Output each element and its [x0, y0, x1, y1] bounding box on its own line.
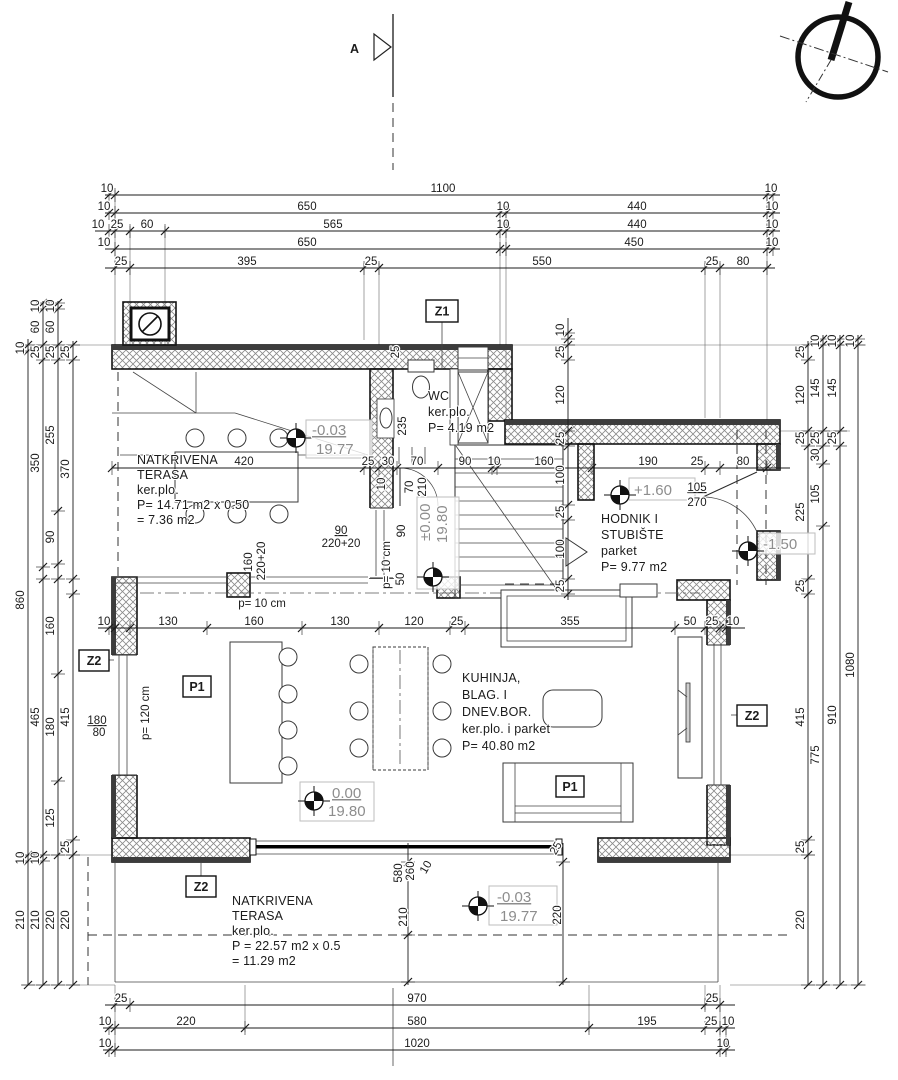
- dim-label: 10: [827, 334, 839, 348]
- dining-table: [350, 647, 451, 770]
- dim-label: 60: [45, 320, 57, 334]
- elevation-text: -0.03: [497, 889, 532, 906]
- dim-label: 25: [827, 431, 839, 445]
- dim-label: 25: [690, 456, 704, 468]
- tv-unit: [678, 637, 702, 778]
- room-label: KUHINJA, BLAG. I DNEV.BOR. ker.plo. i parket P= 40.80 m2: [462, 671, 551, 753]
- dim-label: 10: [487, 456, 501, 468]
- elevation-level-icon: [298, 782, 374, 821]
- dim-label: 30: [381, 456, 395, 468]
- dim-label: 25: [810, 431, 822, 445]
- marker-label: Z2: [86, 654, 102, 668]
- dim-label: 160: [243, 552, 255, 572]
- dim-label: 125: [45, 808, 57, 828]
- elevation-text: -1.50: [763, 536, 798, 553]
- room-label: NATKRIVENA TERASA ker.plo. P = 22.57 m2 x 0.5 = 11.29 m2: [232, 894, 341, 968]
- dim-label: 90: [45, 530, 57, 544]
- sliding-door-bottom: [250, 839, 562, 855]
- dim-label: 50: [395, 572, 407, 586]
- dim-label: 440: [627, 201, 647, 213]
- dim-label: 25: [30, 345, 42, 359]
- dim-label: 10: [15, 851, 27, 865]
- dim-label: 25: [555, 431, 567, 445]
- dim-label: 910: [827, 705, 839, 725]
- dim-label: 220: [795, 910, 807, 930]
- window-right: [706, 645, 731, 785]
- dim-label: 10: [721, 1016, 735, 1028]
- dim-label: 395: [237, 256, 257, 268]
- dim-label: 1100: [430, 183, 456, 195]
- dim-label: 550: [532, 256, 552, 268]
- elevation-text: 19.80: [328, 803, 366, 820]
- stair-direction-arrow-icon: [566, 538, 587, 566]
- dim-label: 220: [552, 905, 564, 925]
- wall-wc-step: [488, 369, 512, 421]
- dim-label: 235: [397, 416, 409, 436]
- dim-label: 70: [410, 456, 424, 468]
- dim-label: 50: [683, 616, 697, 628]
- dim-label: 210: [398, 907, 410, 927]
- dim-label: 210: [417, 477, 429, 497]
- dim-label: 30: [810, 448, 822, 462]
- north-arrow-icon: [780, 2, 888, 102]
- dim-label: 60: [140, 219, 154, 231]
- dim-label: 10: [765, 237, 779, 249]
- dim-label: 25: [60, 840, 72, 854]
- coffee-table: [543, 690, 602, 727]
- dim-label: 260: [405, 861, 417, 881]
- elevation-level-icon: [462, 886, 557, 925]
- dim-label: 10: [764, 183, 778, 195]
- dim-label: 180: [87, 715, 107, 727]
- dim-label: 160: [244, 616, 264, 628]
- dim-label: 180: [45, 717, 57, 737]
- dim-label: 25: [705, 616, 719, 628]
- window-left: [111, 655, 138, 775]
- dim-label: 860: [15, 590, 27, 610]
- dim-label: 650: [297, 237, 317, 249]
- dim-label: 10: [45, 299, 57, 313]
- dim-label: 10: [496, 201, 510, 213]
- dim-label: 90: [458, 456, 472, 468]
- dim-label: 10: [91, 219, 105, 231]
- dim-label: 580: [393, 863, 405, 883]
- dim-label: 465: [30, 707, 42, 727]
- dim-label: 10: [97, 616, 111, 628]
- dim-label: 10: [418, 858, 435, 877]
- dim-label: 370: [60, 459, 72, 479]
- dim-label: 25: [704, 1016, 718, 1028]
- dim-label: 25: [795, 345, 807, 359]
- room-label: WC ker.plo. P= 4.19 m2: [428, 389, 495, 435]
- wc-sink-icon: [377, 399, 394, 438]
- dim-label: 775: [810, 745, 822, 765]
- dim-label: 120: [795, 385, 807, 405]
- dim-label: 10: [376, 477, 388, 491]
- dim-label: 70: [404, 480, 416, 494]
- dim-label: 355: [560, 616, 580, 628]
- marker-label: P1: [189, 680, 205, 694]
- dim-label: 160: [45, 616, 57, 636]
- marker-label: P1: [562, 780, 578, 794]
- marker-label: Z1: [434, 304, 450, 319]
- dim-label: 25: [361, 456, 375, 468]
- marker-label: Z2: [193, 880, 209, 894]
- dim-label: 10: [555, 323, 567, 337]
- dim-label: 100: [555, 539, 567, 559]
- dim-label: 1020: [404, 1038, 430, 1050]
- dim-label: 420: [234, 456, 254, 468]
- dim-label: 350: [30, 453, 42, 473]
- dim-label: 270: [687, 497, 707, 509]
- dim-label: 10: [30, 851, 42, 865]
- dim-label: 90: [396, 524, 408, 538]
- dim-label: 190: [638, 456, 658, 468]
- dim-label: 580: [407, 1016, 427, 1028]
- dim-label: 80: [736, 256, 750, 268]
- dim-label: 10: [97, 237, 111, 249]
- dim-label: 25: [555, 505, 567, 519]
- dim-label: 145: [827, 378, 839, 398]
- dim-label: 10: [726, 616, 740, 628]
- dim-label: 25: [110, 219, 124, 231]
- dim-label: 10: [845, 334, 857, 348]
- dim-label: 25: [390, 345, 402, 359]
- dim-label: 25: [795, 431, 807, 445]
- elevation-text: -0.03: [312, 422, 347, 439]
- dim-label: 225: [795, 502, 807, 522]
- dim-label: 220: [60, 910, 72, 930]
- dim-label: 255: [45, 425, 57, 445]
- dim-label: 10: [496, 219, 510, 231]
- dim-label: 415: [795, 707, 807, 727]
- dim-label: 10: [765, 201, 779, 213]
- room-label: NATKRIVENA TERASA ker.plo. P= 14.71 m2 x 0.50 = 7.36 m2: [137, 453, 250, 527]
- dim-label: 130: [158, 616, 178, 628]
- dim-label: 25: [45, 345, 57, 359]
- dim-label: 25: [114, 993, 128, 1005]
- dim-label: p= 120 cm: [140, 685, 152, 741]
- dim-label: 450: [624, 237, 644, 249]
- section-arrow-icon: [374, 34, 391, 60]
- dim-label: p= 10 cm: [381, 541, 393, 589]
- dim-label: 25: [705, 993, 719, 1005]
- dim-label: 10: [15, 341, 27, 355]
- elevation-text: 19.77: [500, 908, 538, 925]
- dim-label: 120: [555, 385, 567, 405]
- dim-label: 650: [297, 201, 317, 213]
- wall-step-piece: [677, 580, 730, 600]
- pillar-terrace: [227, 573, 250, 597]
- elevation-text: +1.60: [634, 482, 672, 499]
- dim-label: 10: [810, 334, 822, 348]
- section-label: A: [350, 42, 360, 56]
- dim-label: 25: [555, 345, 567, 359]
- dim-label: 80: [92, 727, 106, 739]
- elevation-text: 19.80: [434, 505, 451, 543]
- chimney-icon: [123, 302, 176, 345]
- dim-label: 10: [765, 219, 779, 231]
- dim-label: 220: [176, 1016, 196, 1028]
- dim-label: 565: [323, 219, 343, 231]
- dim-label: 210: [15, 910, 27, 930]
- dim-label: 220: [45, 910, 57, 930]
- dim-label: 25: [795, 840, 807, 854]
- elevation-level-icon: [604, 478, 695, 510]
- dim-label: 195: [637, 1016, 657, 1028]
- dim-label: 220+20: [321, 538, 361, 550]
- dim-label: p= 10 cm: [238, 598, 286, 610]
- dim-label: 220+20: [256, 541, 268, 581]
- dim-label: 25: [705, 256, 719, 268]
- dim-label: 130: [330, 616, 350, 628]
- dim-label: 60: [30, 320, 42, 334]
- dim-label: 120: [404, 616, 424, 628]
- elevation-text: ±0.00: [417, 503, 434, 541]
- dim-label: 440: [627, 219, 647, 231]
- dim-label: 25: [450, 616, 464, 628]
- dim-label: 210: [30, 910, 42, 930]
- dim-label: 415: [60, 707, 72, 727]
- elevation-level-icon: [417, 497, 459, 592]
- dim-label: 25: [555, 579, 567, 593]
- dim-label: 25: [548, 839, 565, 858]
- dim-label: 25: [795, 579, 807, 593]
- hall-bench: [620, 584, 657, 597]
- dim-label: 105: [687, 482, 707, 494]
- dim-label: 1080: [845, 652, 857, 678]
- dim-label: 25: [364, 256, 378, 268]
- room-label: HODNIK I STUBIŠTE parket P= 9.77 m2: [601, 512, 668, 574]
- dim-label: 80: [736, 456, 750, 468]
- dim-label: 10: [716, 1038, 730, 1050]
- dim-label: 90: [334, 525, 348, 537]
- dim-label: 10: [98, 1016, 112, 1028]
- dim-label: 10: [97, 201, 111, 213]
- dim-label: 10: [30, 299, 42, 313]
- elevation-text: 0.00: [332, 785, 362, 802]
- dim-label: 105: [810, 484, 822, 504]
- dim-label: 100: [555, 465, 567, 485]
- wall-stub: [578, 444, 594, 500]
- dim-label: 25: [114, 256, 128, 268]
- dim-label: 145: [810, 378, 822, 398]
- dim-label: 25: [60, 345, 72, 359]
- dim-label: 970: [407, 993, 427, 1005]
- marker-label: Z2: [744, 709, 760, 723]
- elevation-text: 19.77: [316, 441, 354, 458]
- dim-label: 10: [100, 183, 114, 195]
- dim-label: 160: [534, 456, 554, 468]
- kitchen-island: [230, 642, 297, 783]
- dim-label: 10: [98, 1038, 112, 1050]
